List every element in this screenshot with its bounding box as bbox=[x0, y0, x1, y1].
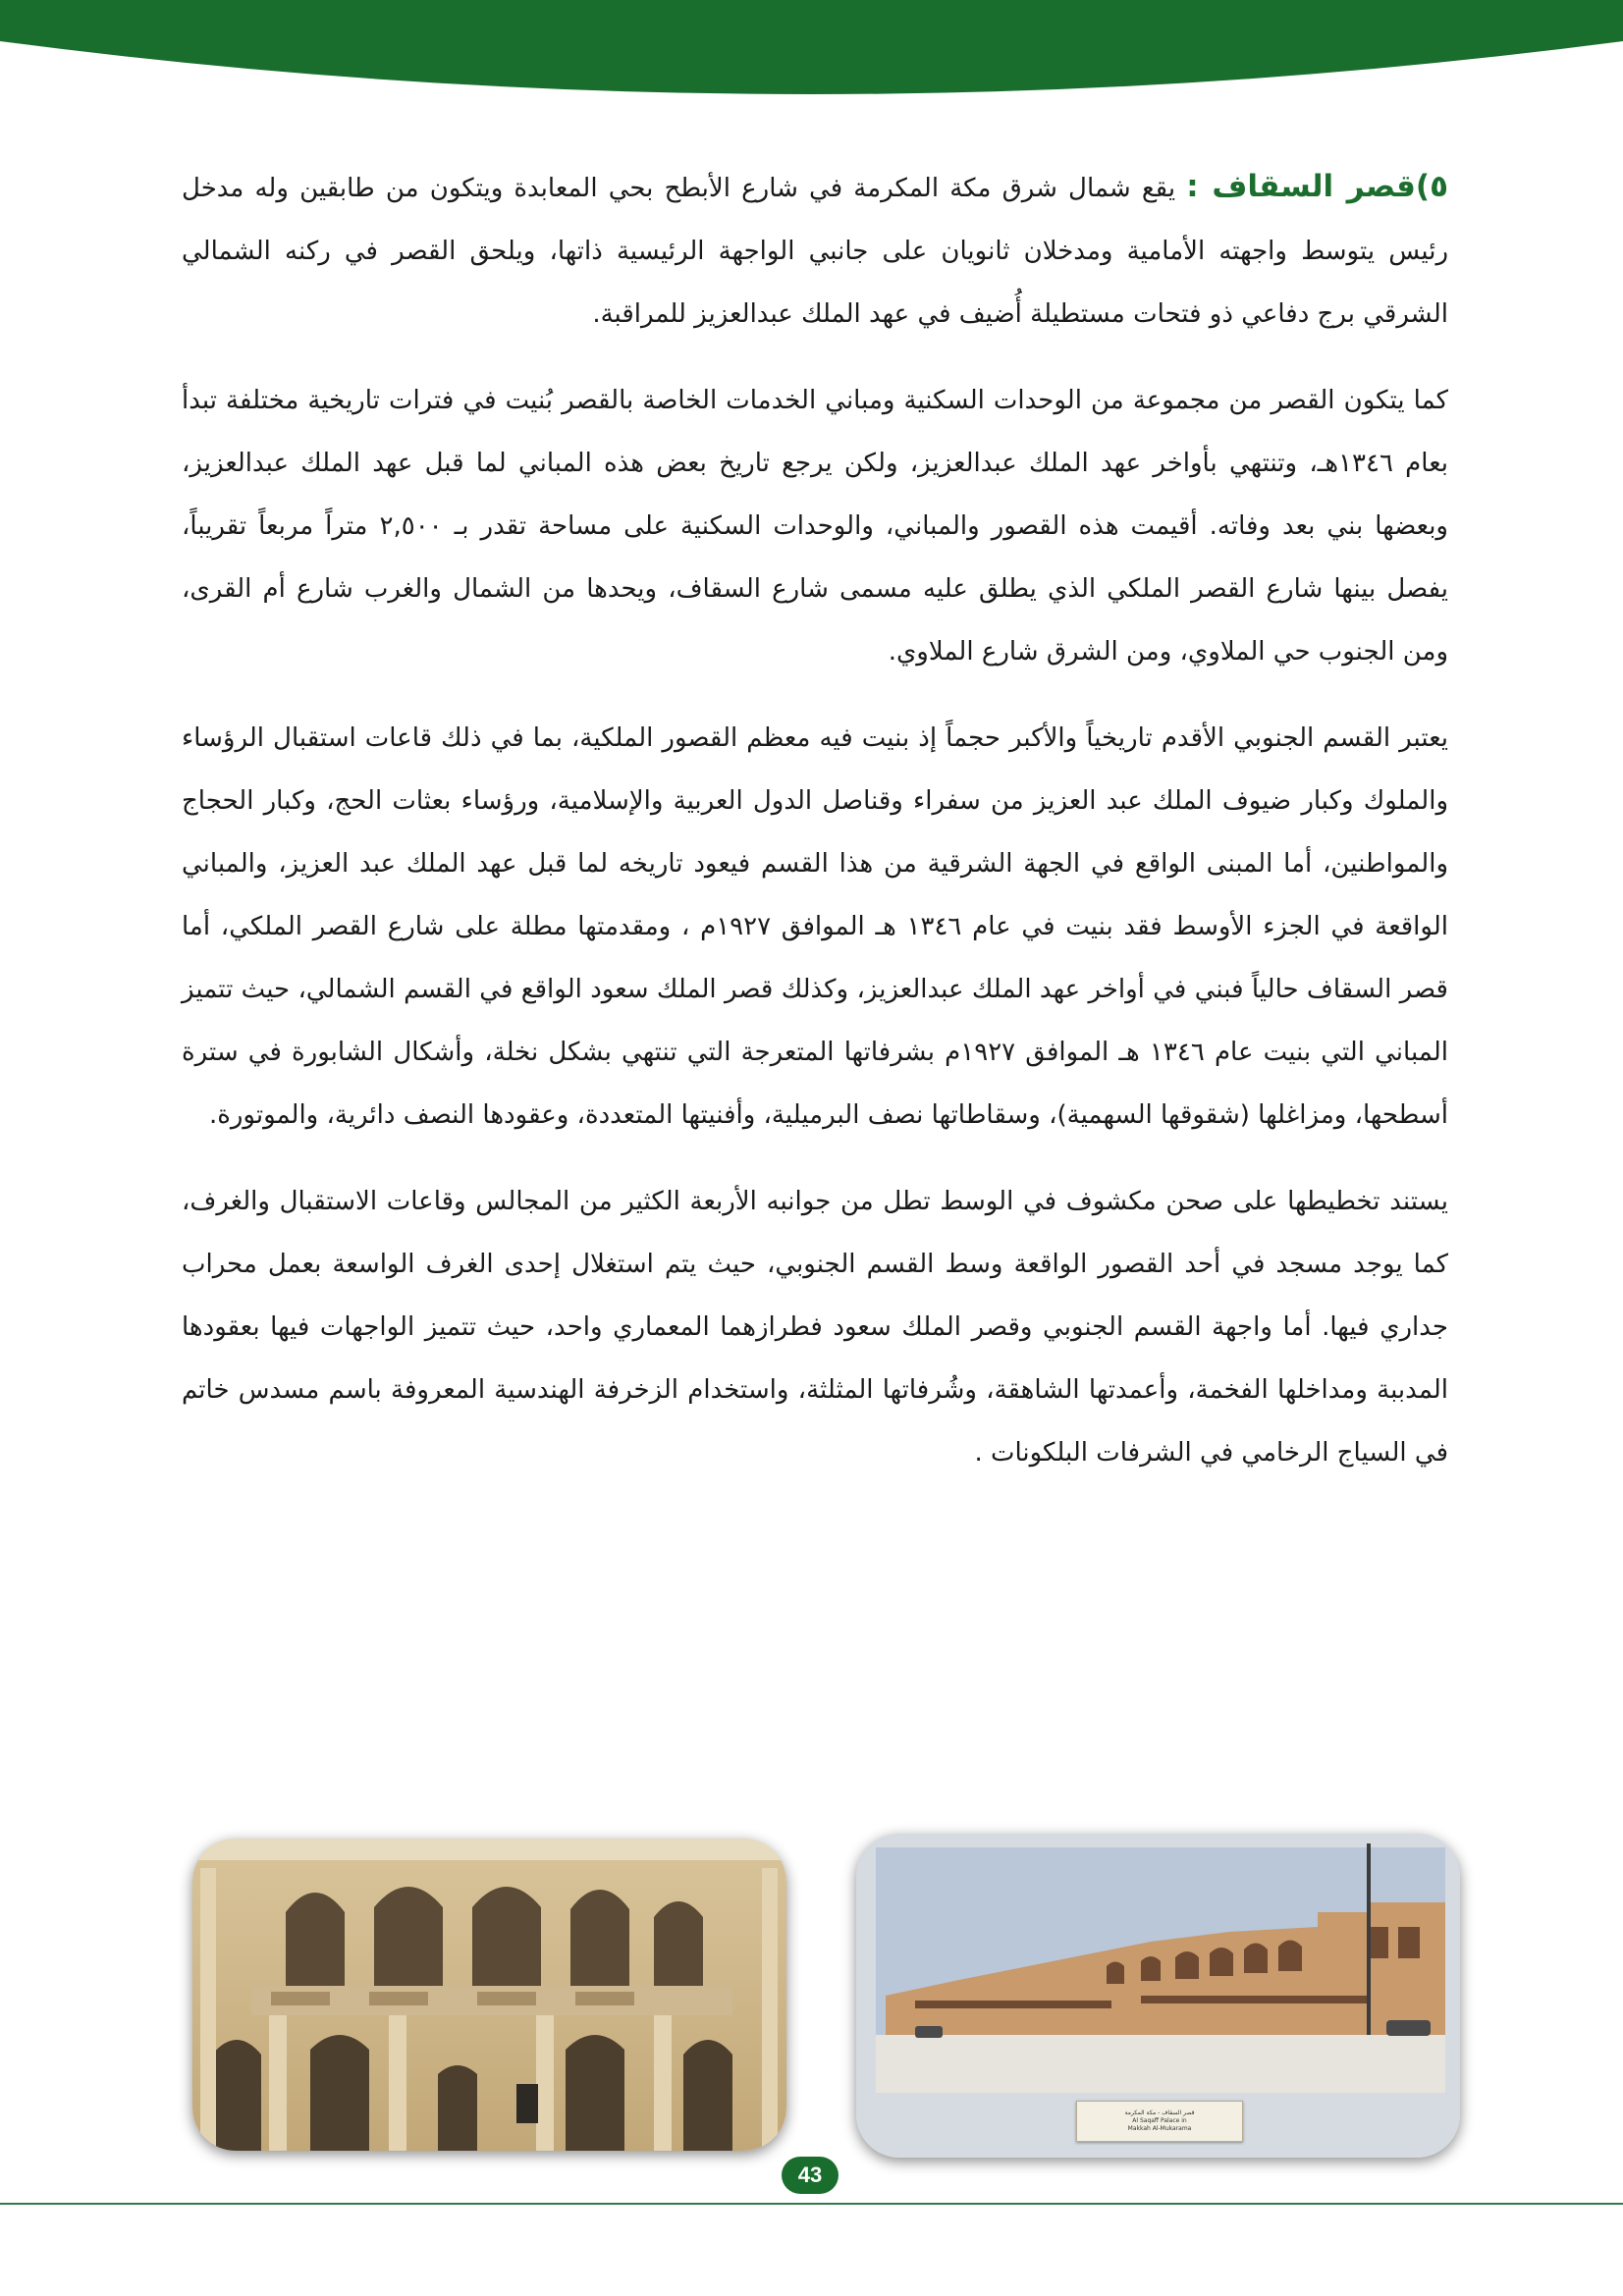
palace-courtyard-photo bbox=[192, 1839, 786, 2151]
caption-english-2: Makkah Al-Mukarama bbox=[1127, 2125, 1192, 2132]
paragraph-1-text: يقع شمال شرق مكة المكرمة في شارع الأبطح بحي المعابدة ويتكون من طابقين وله مدخل رئيس يتوسط واجهته الأمامية ومدخلان ثانويان على جانبي الواجهة الرئيسية ذاتها، ويلحق القصر في ركنه الشمالي الشرقي برج دفاعي ذو فتحات مستطيلة أُضيف في عهد الملك عبدالعزيز للمراقبة. bbox=[182, 174, 1448, 329]
header-band bbox=[0, 0, 1623, 108]
caption-arabic: قصر السقاف - مكة المكرمة bbox=[1124, 2109, 1195, 2116]
section-heading bbox=[1186, 169, 1448, 204]
section-title: قصر السقاف : bbox=[1186, 169, 1416, 204]
section-number: ٥) bbox=[1415, 169, 1448, 204]
photo-caption-plate bbox=[1076, 2101, 1243, 2142]
caption-english-1: Al Saqaff Palace in bbox=[1132, 2117, 1187, 2124]
palace-exterior-photo bbox=[856, 1834, 1460, 2158]
article-body bbox=[182, 155, 1448, 1508]
page-number: 43 bbox=[782, 2157, 839, 2194]
footer-divider bbox=[0, 2203, 1623, 2205]
paragraph-3: يعتبر القسم الجنوبي الأقدم تاريخياً والأكبر حجماً إذ بنيت فيه معظم القصور الملكية، بما في ذلك قاعات استقبال الرؤساء والملوك وكبار ضيوف الملك عبد العزيز من سفراء وقناصل الدول العربية والإسلامية، ورؤساء بعثات الحج، وكبار الحجاج والمواطنين، أما المبنى الواقع في الجهة الشرقية من هذا القسم فيعود تاريخه لما قبل عهد الملك عبد العزيز، والمباني الواقعة في الجزء الأوسط فقد بنيت في عام ١٣٤٦ هـ الموافق ١٩٢٧م ، ومقدمتها مطلة على شارع القصر الملكي، أما قصر السقاف حالياً فبني في أواخر عهد الملك عبدالعزيز، وكذلك قصر الملك سعود الواقع في القسم الشمالي، حيث تتميز المباني التي بنيت عام ١٣٤٦ هـ الموافق ١٩٢٧م بشرفاتها المتعرجة التي تنتهي بشكل نخلة، وأشكال الشابورة في سترة أسطحها، ومزاغلها (شقوقها السهمية)، وسقاطاتها نصف البرميلية، وأفنيتها المتعددة، وعقودها النصف دائرية، والموتورة. bbox=[182, 723, 1448, 1130]
paragraph-2: كما يتكون القصر من مجموعة من الوحدات السكنية ومباني الخدمات الخاصة بالقصر بُنيت في فترات تاريخية مختلفة تبدأ بعام ١٣٤٦هـ، وتنتهي بأواخر عهد الملك عبدالعزيز، ولكن يرجع تاريخ بعض هذه المباني لما قبل عهد الملك عبدالعزيز، وبعضها بني بعد وفاته. أقيمت هذه القصور والمباني، والوحدات السكنية على مساحة تقدر بـ ٢,٥٠٠ متراً مربعاً تقريباً، يفصل بينها شارع القصر الملكي الذي يطلق عليه مسمى شارع السقاف، ويحدها من الشمال والغرب شارع أم القرى، ومن الجنوب حي الملاوي، ومن الشرق شارع الملاوي. bbox=[182, 386, 1448, 667]
paragraph-4: يستند تخطيطها على صحن مكشوف في الوسط تطل من جوانبه الأربعة الكثير من المجالس وقاعات الاستقبال والغرف، كما يوجد مسجد في أحد القصور الواقعة وسط القسم الجنوبي، حيث يتم استغلال إحدى الغرف الواسعة بعمل محراب جداري فيها. أما واجهة القسم الجنوبي وقصر الملك سعود فطرازهما المعماري واحد، حيث تتميز الواجهات فيها بعقودها المدببة ومداخلها الفخمة، وأعمدتها الشاهقة، وشُرفاتها المثلثة، واستخدام الزخرفة الهندسية المعروفة باسم مسدس خاتم في السياج الرخامي في الشرفات البلكونات . bbox=[182, 1187, 1448, 1468]
courtyard-illustration bbox=[192, 1839, 786, 2151]
paragraph-1 bbox=[182, 155, 1448, 346]
